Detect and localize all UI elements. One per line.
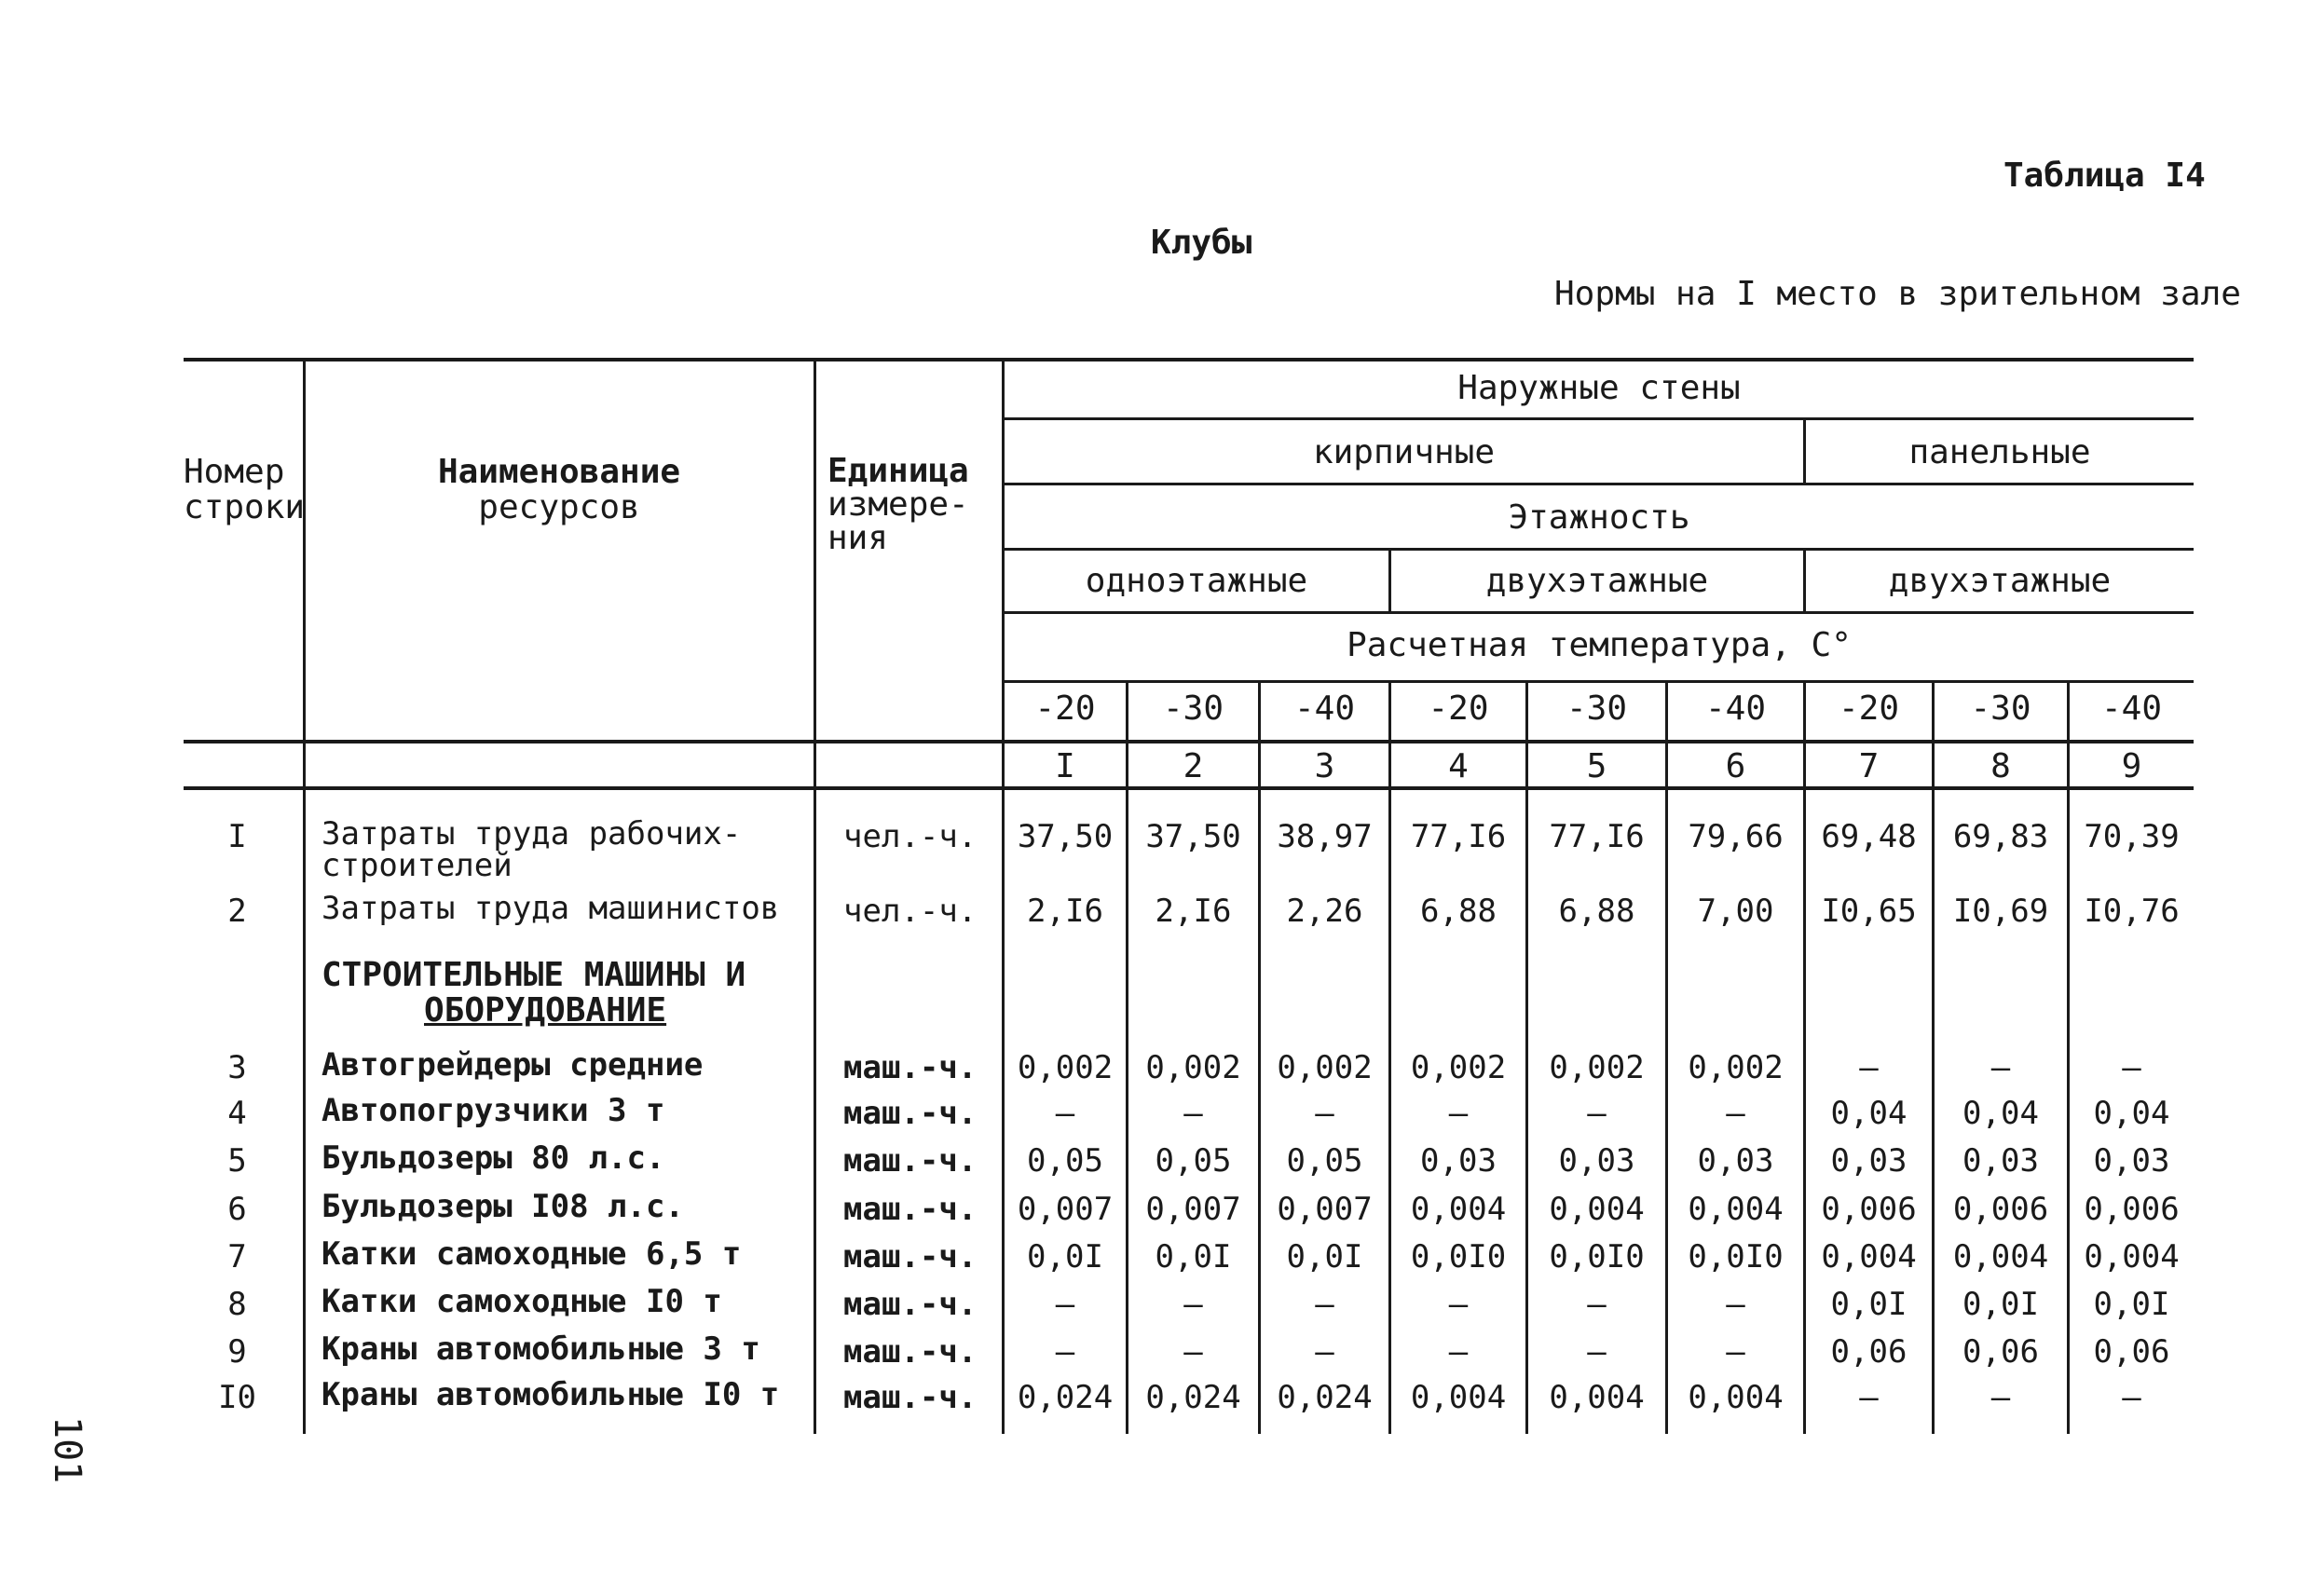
resource-name <box>321 1283 722 1320</box>
column-number: 5 <box>1586 747 1607 785</box>
resource-name-line: Краны автомобильные 3 т <box>321 1330 760 1368</box>
value-cell: 69,83 <box>1952 818 2049 855</box>
value-cell: 0,007 <box>1277 1191 1373 1228</box>
resource-name-line: Краны автомобильные I0 т <box>321 1376 780 1413</box>
value-cell: 0,05 <box>1286 1142 1363 1180</box>
section-title-line2: ОБОРУДОВАНИЕ <box>424 991 667 1030</box>
unit-cell: чел.-ч. <box>843 818 978 855</box>
value-cell: 69,48 <box>1821 818 1917 855</box>
value-cell: – <box>1315 1333 1334 1371</box>
value-cell: 0,03 <box>2093 1142 2170 1180</box>
value-cell: 0,04 <box>1962 1095 2039 1132</box>
value-cell: 0,0I0 <box>1688 1238 1784 1275</box>
resource-name-line: Катки самоходные I0 т <box>321 1283 722 1320</box>
temperature-value: -20 <box>1838 689 1900 728</box>
value-cell: 0,002 <box>1688 1049 1784 1086</box>
unit-cell: маш.-ч. <box>843 1238 978 1275</box>
value-cell: – <box>1990 1379 2011 1416</box>
value-cell: – <box>1587 1286 1607 1323</box>
value-cell: 0,04 <box>2093 1095 2170 1132</box>
unit-cell: маш.-ч. <box>843 1095 978 1132</box>
value-cell: 0,03 <box>1962 1142 2039 1180</box>
header-two-story-panel: двухэтажные <box>1888 562 2112 600</box>
column-number: 8 <box>1990 747 2011 785</box>
value-cell: – <box>1587 1333 1607 1371</box>
header-unit-line2: измере- <box>827 485 969 524</box>
resource-name <box>321 815 742 884</box>
value-cell: 0,004 <box>1688 1191 1784 1228</box>
column-number: 6 <box>1725 747 1746 785</box>
value-cell: 0,004 <box>1549 1379 1645 1416</box>
resource-name <box>321 1235 742 1273</box>
header-walls: Наружные стены <box>1457 369 1741 407</box>
value-cell: 0,024 <box>1017 1379 1114 1416</box>
row-number: 2 <box>227 893 247 930</box>
temperature-value: -30 <box>1970 689 2031 728</box>
resource-name <box>321 1376 780 1413</box>
value-cell: 0,004 <box>2084 1238 2180 1275</box>
row-number: 7 <box>227 1238 247 1275</box>
value-cell: 0,0I <box>2093 1286 2170 1323</box>
value-cell: 0,0I <box>1830 1286 1908 1323</box>
value-cell: – <box>1726 1095 1745 1132</box>
resource-name <box>321 1188 684 1225</box>
row-number: 5 <box>227 1142 247 1180</box>
page-title: Клубы <box>1151 224 1252 262</box>
temperature-value: -40 <box>2100 689 2163 728</box>
value-cell: – <box>2122 1049 2141 1086</box>
row-number: 6 <box>227 1191 247 1228</box>
value-cell: – <box>1726 1333 1745 1371</box>
row-number: 9 <box>227 1333 247 1371</box>
value-cell: 0,002 <box>1410 1049 1507 1086</box>
section-title-line1: СТРОИТЕЛЬНЫЕ МАШИНЫ И <box>321 956 746 994</box>
value-cell: – <box>1055 1333 1075 1371</box>
resource-name-line: Бульдозеры I08 л.с. <box>321 1188 684 1225</box>
resource-name <box>321 1139 665 1177</box>
value-cell: – <box>1990 1049 2011 1086</box>
value-cell: 0,004 <box>1688 1379 1784 1416</box>
value-cell: 79,66 <box>1688 818 1784 855</box>
unit-cell: маш.-ч. <box>843 1379 978 1416</box>
row-number: 4 <box>227 1095 247 1132</box>
value-cell: – <box>2122 1379 2141 1416</box>
row-number: 8 <box>227 1286 247 1323</box>
value-cell: 0,007 <box>1017 1191 1114 1228</box>
value-cell: – <box>1055 1286 1075 1323</box>
column-number: 7 <box>1858 747 1880 785</box>
value-cell: 0,03 <box>1420 1142 1497 1180</box>
value-cell: – <box>1448 1095 1469 1132</box>
header-temperature: Расчетная температура, С° <box>1347 626 1852 664</box>
resource-name-line: Катки самоходные 6,5 т <box>321 1235 742 1273</box>
header-row-number-line2: строки <box>184 488 306 526</box>
header-resource-name-line1: Наименование <box>437 453 681 491</box>
unit-cell: маш.-ч. <box>843 1333 978 1371</box>
value-cell: 37,50 <box>1017 818 1114 855</box>
value-cell: 7,00 <box>1697 893 1774 930</box>
value-cell: 77,I6 <box>1410 818 1507 855</box>
value-cell: 0,002 <box>1277 1049 1373 1086</box>
value-cell: 0,0I0 <box>1549 1238 1645 1275</box>
value-cell: 0,06 <box>1830 1333 1908 1371</box>
value-cell: 0,007 <box>1145 1191 1241 1228</box>
value-cell: – <box>1183 1095 1203 1132</box>
row-number: 3 <box>227 1049 247 1086</box>
row-number: I0 <box>218 1379 256 1416</box>
value-cell: – <box>1859 1049 1879 1086</box>
value-cell: 0,002 <box>1549 1049 1645 1086</box>
value-cell: 0,05 <box>1155 1142 1232 1180</box>
value-cell: 0,03 <box>1558 1142 1635 1180</box>
value-cell: 0,004 <box>1410 1379 1507 1416</box>
value-cell: 0,024 <box>1277 1379 1373 1416</box>
unit-cell: маш.-ч. <box>843 1049 978 1086</box>
value-cell: – <box>1315 1095 1334 1132</box>
value-cell: 0,03 <box>1697 1142 1774 1180</box>
value-cell: – <box>1183 1333 1203 1371</box>
value-cell: – <box>1183 1286 1203 1323</box>
resource-name-line: Автогрейдеры средние <box>321 1046 704 1084</box>
header-resource-name-line2: ресурсов <box>478 488 640 526</box>
value-cell: – <box>1315 1286 1334 1323</box>
section-title <box>321 958 745 1029</box>
header-one-story: одноэтажные <box>1085 562 1308 600</box>
resource-name-line: Бульдозеры 80 л.с. <box>321 1139 665 1177</box>
value-cell: 0,0I0 <box>1410 1238 1507 1275</box>
value-cell: I0,76 <box>2084 893 2180 930</box>
value-cell: – <box>1859 1379 1879 1416</box>
value-cell: 0,006 <box>1821 1191 1917 1228</box>
value-cell: – <box>1587 1095 1607 1132</box>
column-number: 3 <box>1314 747 1335 785</box>
value-cell: I0,69 <box>1952 893 2049 930</box>
unit-cell: чел.-ч. <box>843 893 978 930</box>
header-unit <box>827 452 969 557</box>
value-cell: – <box>1448 1286 1469 1323</box>
table-label: Таблица I4 <box>2003 157 2206 195</box>
value-cell: 0,06 <box>1962 1333 2039 1371</box>
resource-name <box>321 1046 704 1084</box>
value-cell: 0,002 <box>1017 1049 1114 1086</box>
value-cell: 70,39 <box>2084 818 2180 855</box>
value-cell: 2,I6 <box>1155 893 1232 930</box>
temperature-value: -30 <box>1566 689 1628 728</box>
unit-cell: маш.-ч. <box>843 1142 978 1180</box>
row-number: I <box>227 818 247 855</box>
value-cell: 37,50 <box>1145 818 1241 855</box>
value-cell: 38,97 <box>1277 818 1373 855</box>
value-cell: 0,006 <box>1952 1191 2049 1228</box>
value-cell: 0,05 <box>1027 1142 1103 1180</box>
value-cell: 0,0I <box>1155 1238 1232 1275</box>
value-cell: 77,I6 <box>1549 818 1645 855</box>
page-subtitle: Нормы на I место в зрительном зале <box>1554 275 2241 313</box>
header-floors: Этажность <box>1508 498 1690 537</box>
resource-name-line: строителей <box>321 847 513 884</box>
column-number: 9 <box>2121 747 2142 785</box>
value-cell: 0,004 <box>1952 1238 2049 1275</box>
value-cell: 2,26 <box>1286 893 1363 930</box>
page-number: 101 <box>46 1416 89 1484</box>
column-number: 2 <box>1183 747 1204 785</box>
temperature-value: -20 <box>1428 689 1489 728</box>
value-cell: 0,006 <box>2084 1191 2180 1228</box>
header-panel: панельные <box>1908 433 2091 471</box>
value-cell: I0,65 <box>1821 893 1917 930</box>
resource-name-line: Автопогрузчики 3 т <box>321 1092 665 1129</box>
temperature-value: -40 <box>1704 689 1767 728</box>
value-cell: 0,024 <box>1145 1379 1241 1416</box>
header-row-number-line1: Номер <box>184 453 285 491</box>
column-number: I <box>1055 747 1075 785</box>
temperature-value: -30 <box>1162 689 1224 728</box>
column-number: 4 <box>1448 747 1469 785</box>
resource-name-line: Затраты труда машинистов <box>321 890 780 927</box>
value-cell: – <box>1448 1333 1469 1371</box>
unit-cell: маш.-ч. <box>843 1191 978 1228</box>
value-cell: 0,004 <box>1821 1238 1917 1275</box>
value-cell: 6,88 <box>1558 893 1635 930</box>
value-cell: 0,004 <box>1549 1191 1645 1228</box>
value-cell: 0,06 <box>2093 1333 2170 1371</box>
temperature-value: -40 <box>1293 689 1356 728</box>
value-cell: 0,0I <box>1962 1286 2039 1323</box>
header-unit-line1: Единица <box>827 452 969 490</box>
temperature-value: -20 <box>1034 689 1096 728</box>
value-cell: 0,004 <box>1410 1191 1507 1228</box>
unit-cell: маш.-ч. <box>843 1286 978 1323</box>
header-brick: кирпичные <box>1312 433 1496 471</box>
value-cell: 0,0I <box>1027 1238 1103 1275</box>
resource-name-line: Затраты труда рабочих- <box>321 815 742 853</box>
value-cell: – <box>1055 1095 1075 1132</box>
value-cell: 0,0I <box>1286 1238 1363 1275</box>
header-row-number <box>184 455 305 525</box>
header-unit-line3: ния <box>827 519 889 557</box>
value-cell: 0,002 <box>1145 1049 1241 1086</box>
value-cell: 2,I6 <box>1027 893 1103 930</box>
value-cell: 6,88 <box>1420 893 1497 930</box>
header-two-story-brick: двухэтажные <box>1485 562 1709 600</box>
value-cell: – <box>1726 1286 1745 1323</box>
resource-name <box>321 890 780 927</box>
resource-name <box>321 1092 665 1129</box>
resource-name <box>321 1330 760 1368</box>
header-resource-name <box>308 455 811 525</box>
value-cell: 0,03 <box>1830 1142 1908 1180</box>
value-cell: 0,04 <box>1830 1095 1908 1132</box>
